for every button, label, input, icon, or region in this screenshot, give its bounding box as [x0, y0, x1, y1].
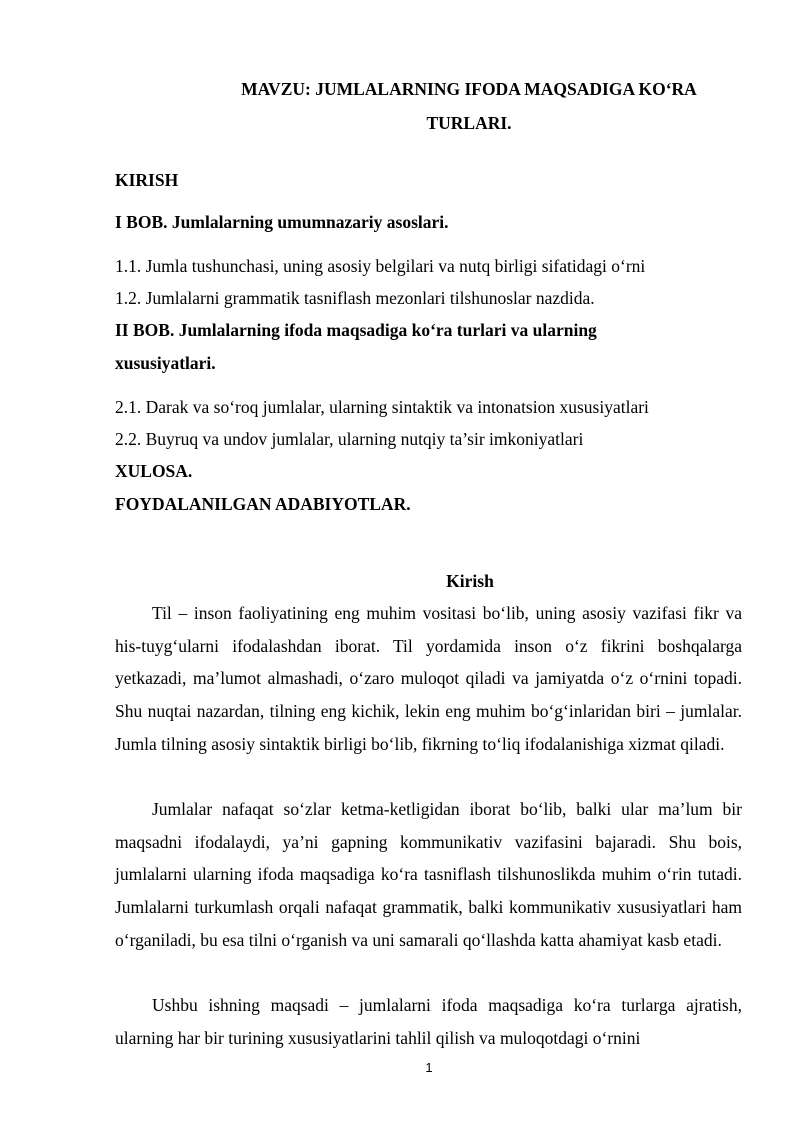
toc-chapter-2-line-1: II BOB. Jumlalarning ifoda maqsadiga ko‘ra turlari va ularning — [115, 320, 597, 340]
toc-intro: KIRISH — [115, 170, 179, 190]
toc-chapter-1: I BOB. Jumlalarning umumnazariy asoslari. — [115, 212, 449, 232]
page-number: 1 — [425, 1060, 433, 1075]
toc-conclusion: XULOSA. — [115, 461, 193, 481]
toc-item-1-1: 1.1. Jumla tushunchasi, uning asosiy belgilari va nutq birligi sifatidagi o‘rni — [115, 256, 646, 276]
toc-chapter-2-line-2: xususiyatlari. — [115, 353, 216, 373]
title-line-1: MAVZU: JUMLALARNING IFODA MAQSADIGA KO‘RA — [241, 79, 697, 99]
toc-references: FOYDALANILGAN ADABIYOTLAR. — [115, 494, 411, 514]
toc-item-1-2: 1.2. Jumlalarni grammatik tasniflash mezonlari tilshunoslar nazdida. — [115, 288, 595, 308]
intro-paragraph-2: Jumlalar nafaqat so‘zlar ketma-ketligidan iborat bo‘lib, balki ular ma’lum bir maqsadni ifodalaydi, ya’ni gapning kommunikativ vazifasini bajaradi. Shu bois, jumlalarni ularning ifoda maqsadiga ko‘ra tasniflash tilshunoslikda muhim o‘rin tutadi. Jumlalarni turkumlash orqali nafaqat grammatik, balki kommunikativ xususiyatlari ham o‘rganiladi, bu esa tilni o‘rganish va uni samarali qo‘llashda katta ahamiyat kasb etadi. — [115, 799, 742, 950]
toc-item-2-1: 2.1. Darak va so‘roq jumlalar, ularning sintaktik va intonatsion xususiyatlari — [115, 397, 649, 417]
intro-paragraph-3: Ushbu ishning maqsadi – jumlalarni ifoda maqsadiga ko‘ra turlarga ajratish, ularning har bir turining xususiyatlarini tahlil qilish va muloqotdagi o‘rnini — [115, 995, 742, 1048]
title-line-2: TURLARI. — [426, 113, 512, 133]
section-heading-intro: Kirish — [446, 571, 494, 591]
intro-paragraph-1: Til – inson faoliyatining eng muhim vositasi bo‘lib, uning asosiy vazifasi fikr va his-tuyg‘ularni ifodalashdan iborat. Til yordamida inson o‘z fikrini boshqalarga yetkazadi, ma’lumot almashadi, o‘zaro muloqot qiladi va jamiyatda o‘z o‘rnini topadi. Shu nuqtai nazardan, tilning eng kichik, lekin eng muhim bo‘g‘inlaridan biri – jumlalar. Jumla tilning asosiy sintaktik birligi bo‘lib, fikrning to‘liq ifodalanishiga xizmat qiladi. — [115, 603, 742, 754]
toc-item-2-2: 2.2. Buyruq va undov jumlalar, ularning nutqiy ta’sir imkoniyatlari — [115, 429, 584, 449]
document-title — [118, 72, 780, 140]
